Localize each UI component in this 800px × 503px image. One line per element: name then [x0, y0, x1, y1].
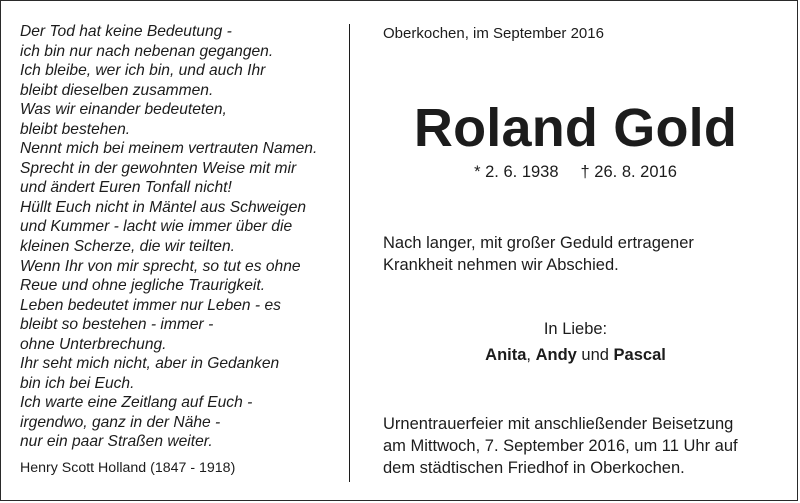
poem-line: und Kummer - lacht wie immer über die [20, 218, 293, 236]
survivors [350, 346, 800, 365]
poem-line: ohne Unterbrechung. [20, 335, 167, 353]
poem-line: bin ich bei Euch. [20, 374, 135, 392]
column-divider [349, 24, 350, 482]
survivor-name: Anita [485, 346, 527, 364]
separator: , [526, 346, 536, 364]
life-dates [350, 163, 800, 182]
deceased-name: Roland Gold [413, 98, 738, 158]
service-info [383, 413, 738, 479]
poem-line: Ich warte eine Zeitlang auf Euch - [20, 394, 253, 412]
poem-line: bleibt so bestehen - immer - [20, 316, 214, 334]
poem-line: Hüllt Euch nicht in Mäntel aus Schweigen [20, 198, 307, 216]
death-date: † 26. 8. 2016 [580, 163, 677, 181]
poem-line: und ändert Euren Tonfall nicht! [20, 179, 232, 197]
farewell-message [383, 232, 694, 276]
poem-line: ich bin nur nach nebenan gegangen. [20, 42, 274, 60]
poem-line: nur ein paar Straßen weiter. [20, 433, 213, 451]
poem-line: bleibt bestehen. [20, 120, 131, 138]
in-love-label: In Liebe: [543, 320, 608, 338]
service-line: am Mittwoch, 7. September 2016, um 11 Uhr auf [383, 437, 738, 455]
poem-line: Sprecht in der gewohnten Weise mit mir [20, 159, 297, 177]
message-line: Krankheit nehmen wir Abschied. [383, 256, 619, 274]
poem-line: Nennt mich bei meinem vertrauten Namen. [20, 140, 318, 158]
poem-line: bleibt dieselben zusammen. [20, 81, 214, 99]
service-line: Urnentrauerfeier mit anschließender Beisetzung [383, 415, 734, 433]
poem-line: Ihr seht mich nicht, aber in Gedanken [20, 355, 280, 373]
poem-line: Der Tod hat keine Bedeutung - [20, 23, 232, 40]
message-line: Nach langer, mit großer Geduld ertragener [383, 234, 694, 252]
poem-line: Reue und ohne jegliche Traurigkeit. [20, 277, 266, 295]
poem-line: Wenn Ihr von mir sprecht, so tut es ohne [20, 257, 301, 275]
poem-author: Henry Scott Holland (1847 - 1918) [20, 460, 236, 476]
poem-line: Was wir einander bedeuteten, [20, 101, 227, 119]
birth-date: * 2. 6. 1938 [474, 163, 559, 181]
poem-line: Leben bedeutet immer nur Leben - es [20, 296, 281, 314]
poem-line: irgendwo, ganz in der Nähe - [20, 413, 221, 431]
survivor-name: Pascal [613, 346, 666, 364]
poem-line: Ich bleibe, wer ich bin, und auch Ihr [20, 62, 266, 80]
service-line: dem städtischen Friedhof in Oberkochen. [383, 459, 685, 477]
separator: und [576, 346, 614, 364]
place-date: Oberkochen, im September 2016 [383, 25, 604, 42]
poem-line: kleinen Scherze, die wir teilten. [20, 238, 235, 256]
survivor-name: Andy [535, 346, 577, 364]
poem [20, 22, 340, 452]
